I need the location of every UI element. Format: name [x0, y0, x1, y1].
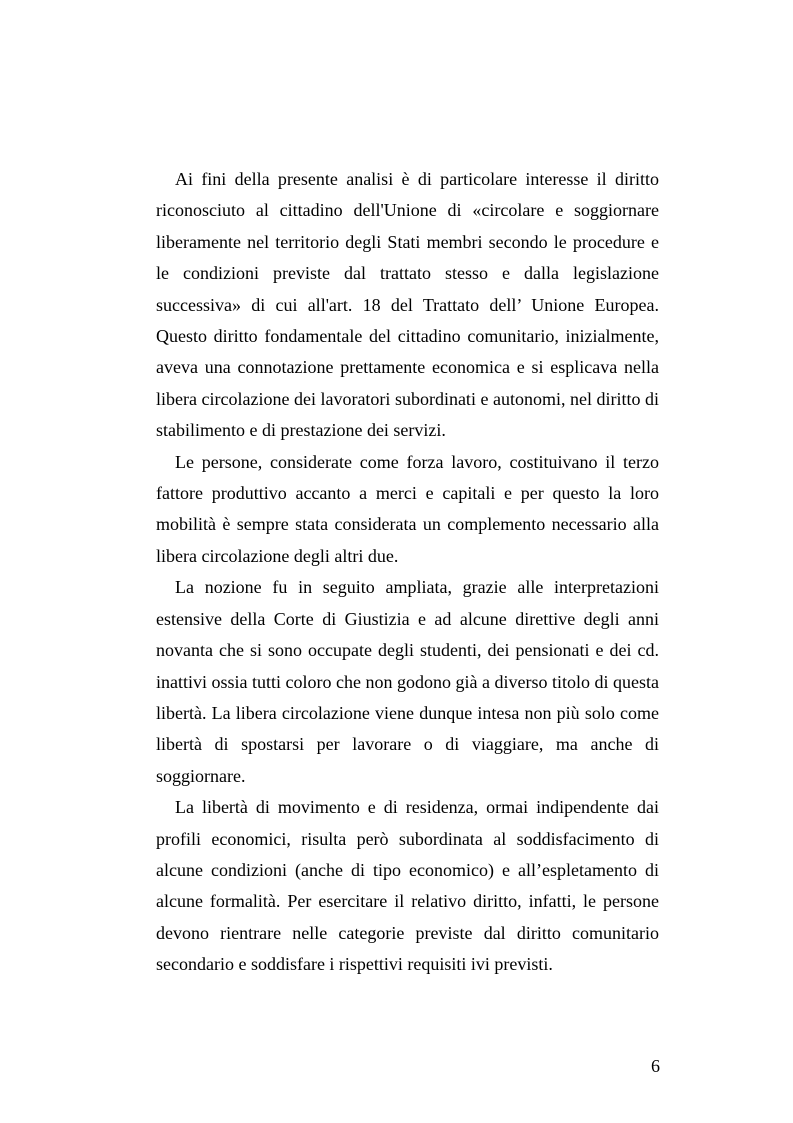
paragraph-4: La libertà di movimento e di residenza, ormai indipendente dai profili economici, risulta però subordinata al soddisfacimento di alcune condizioni (anche di tipo economico) e all’espletamento di alcune formalità. Per esercitare il relativo diritto, infatti, le persone devono rientrare nelle categorie previste dal diritto comunitario secondario e soddisfare i rispettivi requisiti ivi previsti.	[156, 797, 659, 975]
body-text	[156, 164, 659, 981]
paragraph-2: Le persone, considerate come forza lavoro, costituivano il terzo fattore produttivo accanto a merci e capitali e per questo la loro mobilità è sempre stata considerata un complemento necessario alla libera circolazione degli altri due.	[156, 451, 659, 566]
paragraph-1: Ai fini della presente analisi è di particolare interesse il diritto riconosciuto al cittadino dell'Unione di «circolare e soggiornare liberamente nel territorio degli Stati membri secondo le procedure e le condizioni previste dal trattato stesso e dalla legislazione successiva» di cui all'art. 18 del Trattato dell’ Unione Europea. Questo diritto fondamentale del cittadino comunitario, inizialmente, aveva una connotazione prettamente economica e si esplicava nella libera circolazione dei lavoratori subordinati e autonomi, nel diritto di stabilimento e di prestazione dei servizi.	[156, 169, 659, 441]
page-number: 6	[651, 1056, 660, 1076]
paragraph-3: La nozione fu in seguito ampliata, grazie alle interpretazioni estensive della Corte di Giustizia e ad alcune direttive degli anni novanta che si sono occupate degli studenti, dei pensionati e dei cd. inattivi ossia tutti coloro che non godono già a diverso titolo di questa libertà. La libera circolazione viene dunque intesa non più solo come libertà di spostarsi per lavorare o di viaggiare, ma anche di soggiornare.	[156, 577, 659, 786]
